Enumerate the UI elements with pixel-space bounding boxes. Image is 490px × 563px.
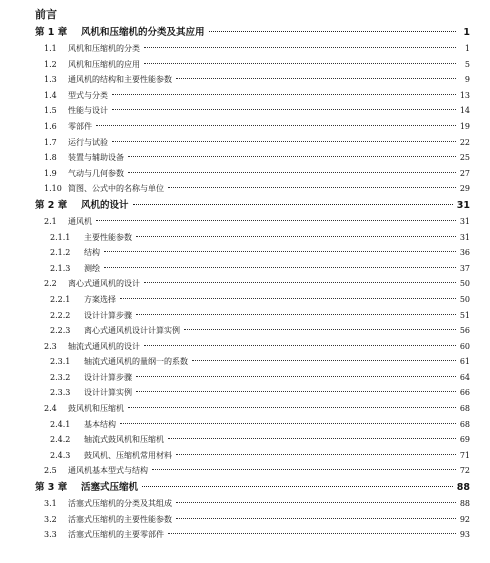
entry-title: 简图、公式中的名称与单位 <box>68 184 164 194</box>
entry-title: 风机和压缩机的分类 <box>68 44 140 53</box>
entry-number: 1.6 <box>44 121 57 131</box>
entry-number: 1.2 <box>44 59 57 69</box>
toc-section-entry <box>35 276 470 292</box>
entry-title: 型式与分类 <box>68 90 108 100</box>
dot-leader <box>128 172 456 173</box>
entry-page-number: 56 <box>459 326 470 336</box>
entry-title: 通风机 <box>68 216 92 226</box>
dot-leader <box>136 376 456 377</box>
dot-leader <box>136 314 456 315</box>
entry-title: 活塞式压缩机 <box>81 482 139 494</box>
dot-leader <box>112 94 456 95</box>
entry-number: 第 2 章 <box>35 199 68 211</box>
entry-page-number: 37 <box>459 263 470 273</box>
dot-leader <box>128 156 456 157</box>
entry-title: 风机的设计 <box>81 199 129 211</box>
entry-page-number: 61 <box>459 357 470 367</box>
entry-title: 运行与试验 <box>68 137 108 147</box>
dot-leader <box>192 360 456 361</box>
entry-number: 3.1 <box>44 499 57 509</box>
entry-number: 1.5 <box>44 106 57 116</box>
entry-page-number: 22 <box>459 137 470 147</box>
dot-leader <box>168 187 456 188</box>
toc-chapter-entry <box>35 479 470 496</box>
entry-page-number: 5 <box>464 59 470 69</box>
entry-number: 2.1.1 <box>50 232 71 242</box>
entry-page-number: 27 <box>459 168 470 178</box>
dot-leader <box>144 282 456 283</box>
toc-chapter-entry <box>35 197 470 214</box>
entry-number: 1.8 <box>44 153 57 163</box>
entry-title: 风机和压缩机的分类及其应用 <box>81 27 205 38</box>
entry-page-number: 31 <box>459 216 470 226</box>
dot-leader <box>144 47 456 48</box>
entry-number: 2.4.3 <box>50 450 71 460</box>
entry-page-number: 92 <box>459 514 470 524</box>
toc-subsection-entry <box>35 230 470 246</box>
entry-page-number: 9 <box>464 75 470 85</box>
toc-section-entry <box>35 181 470 197</box>
entry-number: 1.9 <box>44 168 57 178</box>
entry-number: 第 3 章 <box>35 482 68 494</box>
entry-number: 1.3 <box>44 75 57 85</box>
dot-leader <box>104 267 456 268</box>
entry-number: 2.3.1 <box>50 357 71 367</box>
dot-leader <box>136 391 456 392</box>
toc-list <box>35 24 470 543</box>
entry-title: 轴流式通风机的设计 <box>68 341 140 351</box>
toc-section-entry <box>35 119 470 135</box>
toc-section-entry <box>35 88 470 104</box>
entry-page-number: 66 <box>459 388 470 398</box>
entry-number: 2.4.2 <box>50 435 71 445</box>
entry-number: 2.1 <box>44 216 57 226</box>
toc-section-entry <box>35 41 470 57</box>
entry-page-number: 72 <box>459 466 470 476</box>
toc-section-entry <box>35 135 470 151</box>
entry-page-number: 14 <box>459 106 470 116</box>
entry-number: 2.2 <box>44 279 57 289</box>
entry-page-number: 1 <box>463 27 470 38</box>
entry-number: 2.2.3 <box>50 326 71 336</box>
dot-leader <box>168 533 456 534</box>
entry-title: 离心式通风机设计计算实例 <box>84 326 180 336</box>
entry-page-number: 71 <box>459 450 470 460</box>
toc-subsection-entry <box>35 245 470 261</box>
entry-number: 3.2 <box>44 514 57 524</box>
toc-section-entry <box>35 103 470 119</box>
toc-subsection-entry <box>35 292 470 308</box>
entry-title: 气动与几何参数 <box>68 168 124 178</box>
dot-leader <box>136 236 456 237</box>
dot-leader <box>120 298 456 299</box>
dot-leader <box>176 518 456 519</box>
dot-leader <box>128 407 456 408</box>
entry-page-number: 51 <box>459 310 470 320</box>
dot-leader <box>176 502 456 503</box>
entry-number: 2.4.1 <box>50 419 71 429</box>
toc-section-entry <box>35 150 470 166</box>
entry-number: 1.4 <box>44 90 57 100</box>
entry-title: 设计计算步骤 <box>84 372 132 382</box>
dot-leader <box>144 345 456 346</box>
entry-page-number: 68 <box>459 404 470 414</box>
entry-number: 第 1 章 <box>35 27 68 38</box>
entry-page-number: 60 <box>459 341 470 351</box>
entry-title: 装置与辅助设备 <box>68 153 124 163</box>
dot-leader <box>96 125 456 126</box>
entry-page-number: 31 <box>459 232 470 242</box>
entry-number: 2.1.2 <box>50 248 71 258</box>
entry-page-number: 31 <box>456 199 470 211</box>
toc-section-entry <box>35 72 470 88</box>
toc-section-entry <box>35 339 470 355</box>
toc-subsection-entry <box>35 448 470 464</box>
entry-page-number: 50 <box>459 294 470 304</box>
entry-title: 结构 <box>84 248 100 258</box>
entry-number: 1.7 <box>44 137 57 147</box>
toc-subsection-entry <box>35 417 470 433</box>
entry-title: 通风机基本型式与结构 <box>68 466 148 476</box>
toc-section-entry <box>35 214 470 230</box>
entry-page-number: 29 <box>459 184 470 194</box>
dot-leader <box>209 31 456 32</box>
entry-number: 2.2.2 <box>50 310 71 320</box>
dot-leader <box>142 486 453 487</box>
entry-page-number: 19 <box>459 121 470 131</box>
toc-section-entry <box>35 463 470 479</box>
entry-number: 2.3.2 <box>50 372 71 382</box>
entry-number: 2.1.3 <box>50 263 71 273</box>
entry-title: 基本结构 <box>84 419 116 429</box>
entry-page-number: 25 <box>459 153 470 163</box>
dot-leader <box>184 329 456 330</box>
toc-section-entry <box>35 496 470 512</box>
toc-section-entry <box>35 401 470 417</box>
dot-leader <box>96 220 456 221</box>
entry-title: 轴流式通风机的量纲一的系数 <box>84 357 188 367</box>
entry-page-number: 50 <box>459 279 470 289</box>
entry-page-number: 68 <box>459 419 470 429</box>
entry-number: 2.4 <box>44 404 57 414</box>
entry-page-number: 1 <box>464 44 470 53</box>
entry-page-number: 13 <box>459 90 470 100</box>
toc-section-entry <box>35 512 470 528</box>
dot-leader <box>120 423 456 424</box>
entry-number: 3.3 <box>44 530 57 540</box>
entry-number: 1.1 <box>44 44 57 53</box>
toc-subsection-entry <box>35 432 470 448</box>
dot-leader <box>144 63 456 64</box>
toc-subsection-entry <box>35 385 470 401</box>
toc-section-entry <box>35 527 470 543</box>
dot-leader <box>152 469 456 470</box>
entry-title: 离心式通风机的设计 <box>68 279 140 289</box>
dot-leader <box>176 78 456 79</box>
entry-title: 测绘 <box>84 263 100 273</box>
entry-title: 轴流式鼓风机和压缩机 <box>84 435 164 445</box>
entry-number: 2.3.3 <box>50 388 71 398</box>
entry-title: 活塞式压缩机的主要零部件 <box>68 530 164 540</box>
toc-chapter-entry <box>35 24 470 41</box>
dot-leader <box>112 109 456 110</box>
entry-page-number: 93 <box>459 530 470 540</box>
toc-section-entry <box>35 57 470 73</box>
entry-number: 2.2.1 <box>50 294 71 304</box>
toc-subsection-entry <box>35 308 470 324</box>
toc-subsection-entry <box>35 354 470 370</box>
entry-title: 鼓风机、压缩机常用材料 <box>84 450 172 460</box>
entry-title: 设计计算步骤 <box>84 310 132 320</box>
entry-page-number: 36 <box>459 248 470 258</box>
entry-title: 活塞式压缩机的分类及其组成 <box>68 499 172 509</box>
entry-title: 方案选择 <box>84 294 116 304</box>
entry-title: 鼓风机和压缩机 <box>68 404 124 414</box>
entry-number: 2.3 <box>44 341 57 351</box>
entry-title: 风机和压缩机的应用 <box>68 59 140 69</box>
entry-title: 零部件 <box>68 121 92 131</box>
dot-leader <box>112 141 456 142</box>
toc-subsection-entry <box>35 323 470 339</box>
entry-number: 1.10 <box>44 184 62 194</box>
entry-page-number: 69 <box>459 435 470 445</box>
entry-page-number: 64 <box>459 372 470 382</box>
entry-title: 通风机的结构和主要性能参数 <box>68 75 172 85</box>
entry-title: 性能与设计 <box>68 106 108 116</box>
dot-leader <box>104 251 456 252</box>
entry-number: 2.5 <box>44 466 57 476</box>
entry-title: 设计计算实例 <box>84 388 132 398</box>
entry-title: 主要性能参数 <box>84 232 132 242</box>
entry-page-number: 88 <box>459 499 470 509</box>
toc-subsection-entry <box>35 370 470 386</box>
dot-leader <box>168 438 456 439</box>
entry-page-number: 88 <box>456 482 470 494</box>
dot-leader <box>176 454 456 455</box>
entry-title: 活塞式压缩机的主要性能参数 <box>68 514 172 524</box>
toc-subsection-entry <box>35 261 470 277</box>
toc-section-entry <box>35 166 470 182</box>
dot-leader <box>133 204 453 205</box>
preface-heading: 前言 <box>35 8 57 21</box>
